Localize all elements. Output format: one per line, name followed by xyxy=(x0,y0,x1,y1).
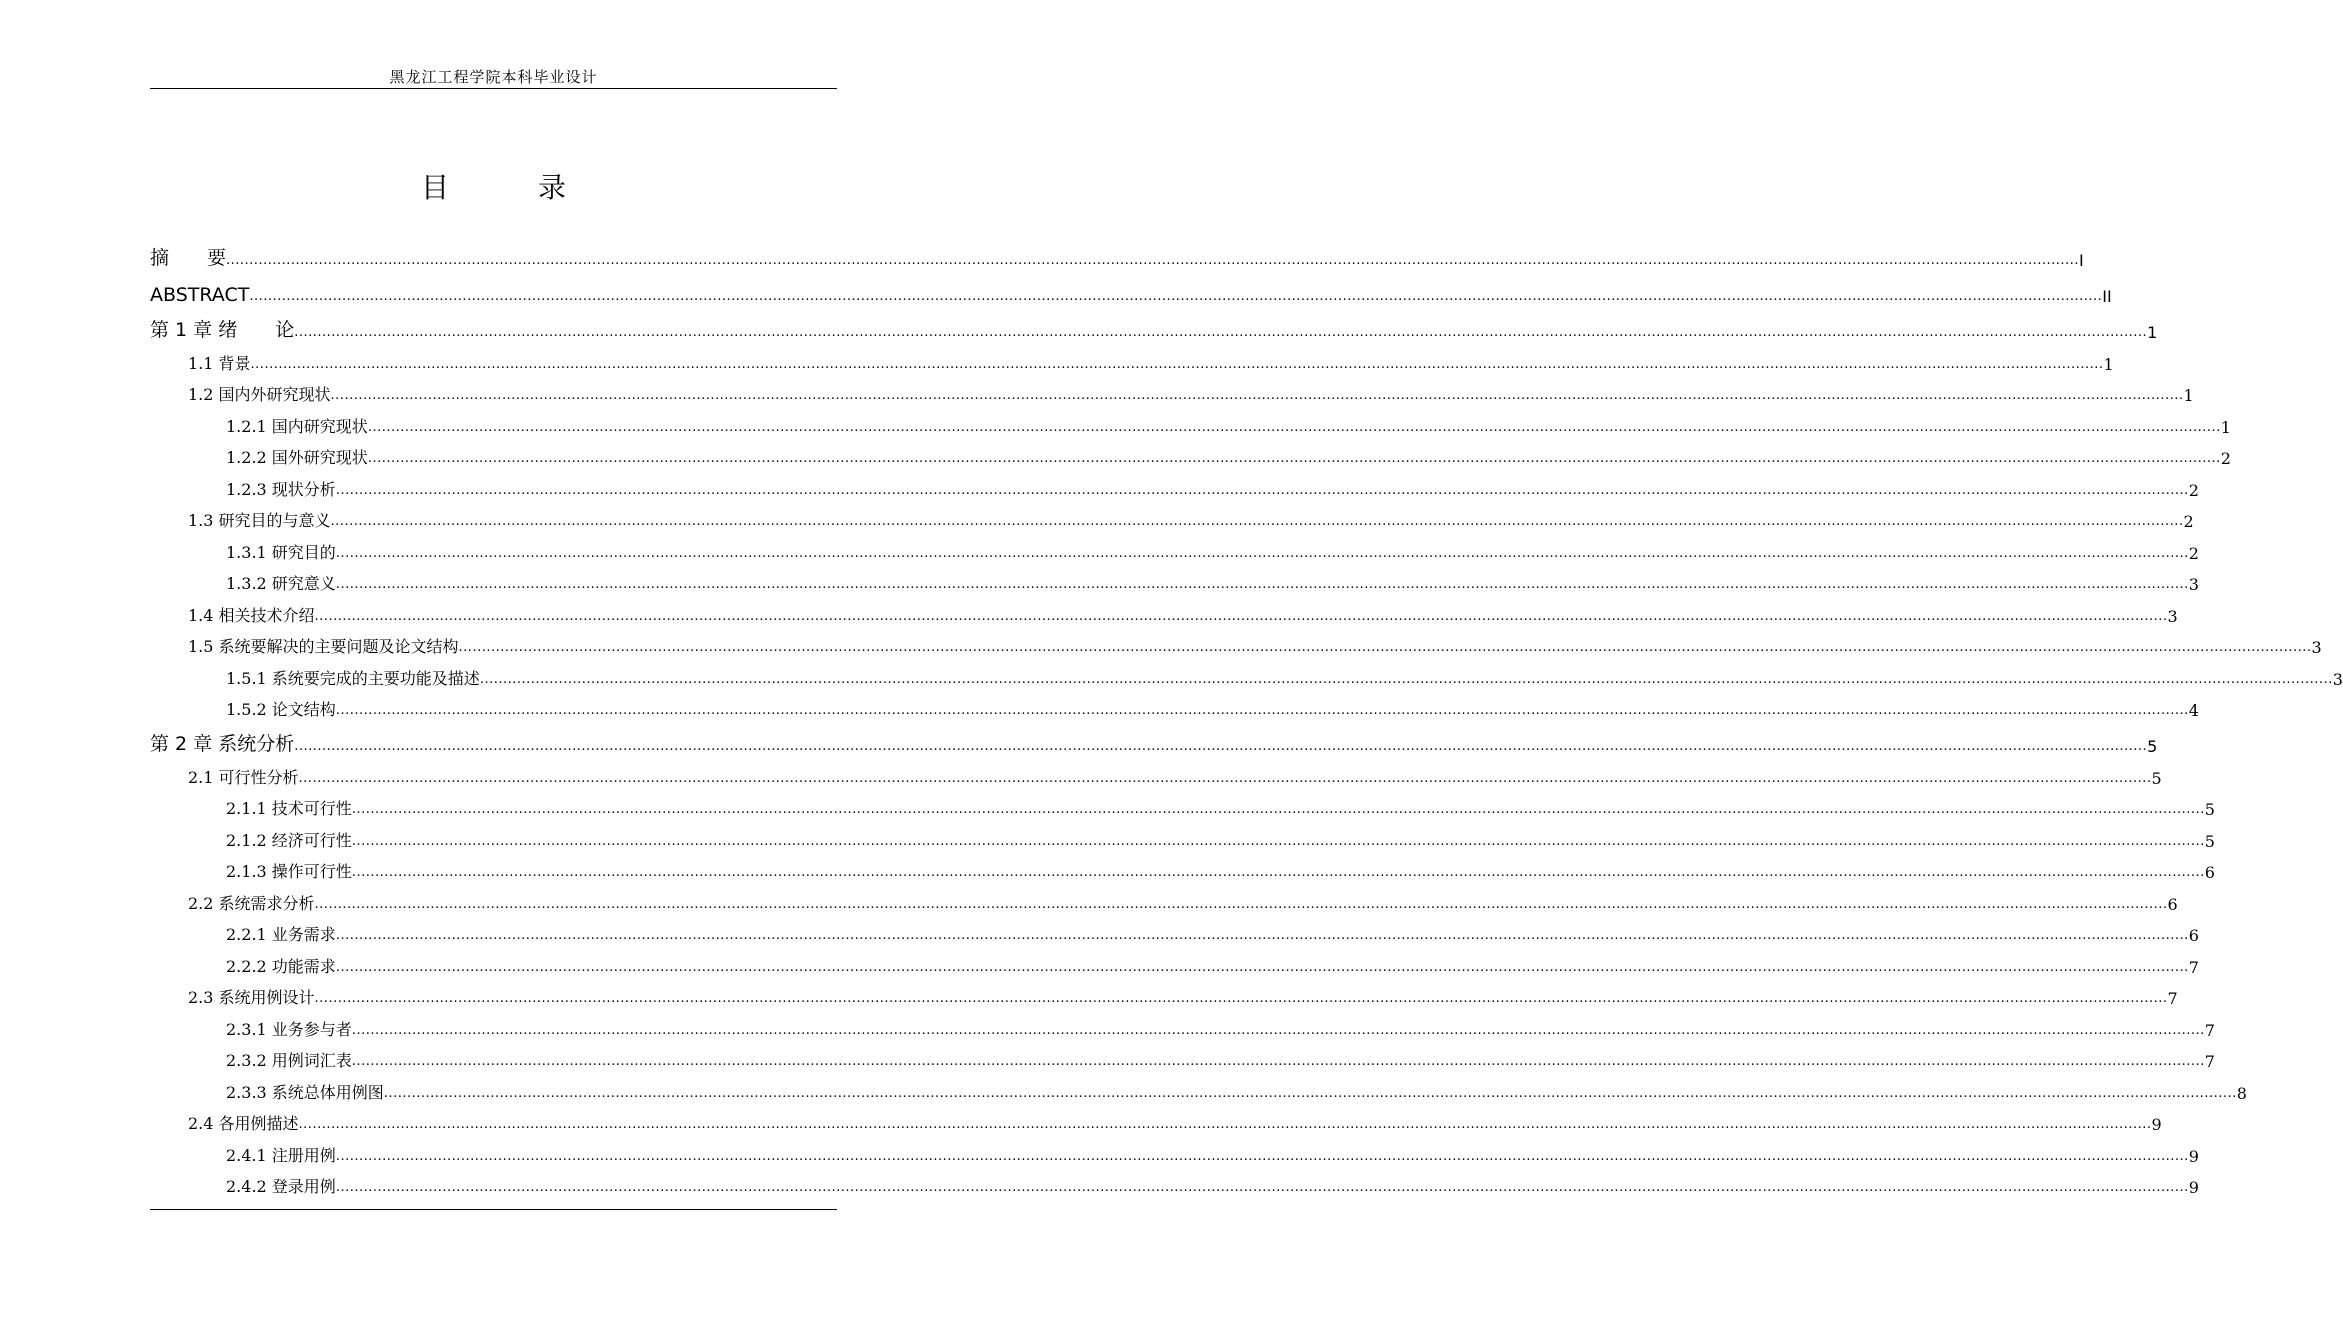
toc-entry-page: 6 xyxy=(2188,926,2199,945)
toc-entry-page: 7 xyxy=(2167,989,2178,1008)
toc-leader-dots: ................................................................................................................................................................................................................................................................................................................................................................................................................ xyxy=(314,896,2168,912)
toc-entry[interactable] xyxy=(150,405,2231,437)
toc-entry[interactable] xyxy=(150,594,2178,626)
toc-entry[interactable] xyxy=(150,437,2231,469)
toc-entry-page: 2 xyxy=(2183,512,2194,531)
page-header: 黑龙江工程学院本科毕业设计 xyxy=(389,68,598,86)
toc-entry[interactable] xyxy=(150,1008,2215,1040)
toc-entry-page: 1 xyxy=(2147,323,2158,342)
toc-entry-label: 1.2 国内外研究现状 xyxy=(188,385,331,404)
toc-leader-dots: ................................................................................................................................................................................................................................................................................................................................................................................................................ xyxy=(351,833,2205,849)
toc-leader-dots: ................................................................................................................................................................................................................................................................................................................................................................................................................ xyxy=(226,253,2079,268)
toc-leader-dots: ................................................................................................................................................................................................................................................................................................................................................................................................................ xyxy=(367,419,2221,435)
toc-entry-page: 8 xyxy=(2236,1083,2247,1103)
toc-entry[interactable] xyxy=(150,468,2199,500)
toc-entry[interactable] xyxy=(150,945,2199,977)
toc-leader-dots: ................................................................................................................................................................................................................................................................................................................................................................................................................ xyxy=(298,1117,2152,1132)
toc-entry[interactable] xyxy=(150,270,2112,306)
toc-entry[interactable] xyxy=(150,1134,2199,1166)
toc-entry-page: 9 xyxy=(2188,1146,2199,1166)
toc-leader-dots: ................................................................................................................................................................................................................................................................................................................................................................................................................ xyxy=(335,1148,2189,1164)
toc-entry-label: 1.5 系统要解决的主要问题及论文结构 xyxy=(188,637,459,656)
toc-entry[interactable] xyxy=(150,342,2114,374)
toc-leader-dots: ................................................................................................................................................................................................................................................................................................................................................................................................................ xyxy=(335,577,2189,592)
page-title: 目 录 xyxy=(421,171,606,204)
toc-entry-page: 3 xyxy=(2332,669,2343,689)
toc-leader-dots: ................................................................................................................................................................................................................................................................................................................................................................................................................ xyxy=(330,388,2184,403)
toc-entry-page: 5 xyxy=(2151,768,2162,788)
toc-entry[interactable] xyxy=(150,851,2215,883)
toc-entry[interactable] xyxy=(150,977,2178,1009)
toc-entry-label: 1.3 研究目的与意义 xyxy=(188,511,331,530)
toc-entry-label: 2.2.2 功能需求 xyxy=(226,956,336,976)
toc-entry-label: ABSTRACT xyxy=(150,284,250,306)
toc-entry[interactable] xyxy=(150,1166,2199,1198)
toc-entry-page: 1 xyxy=(2183,386,2194,405)
toc-entry[interactable] xyxy=(150,914,2199,946)
toc-leader-dots: ................................................................................................................................................................................................................................................................................................................................................................................................................ xyxy=(250,356,2104,372)
toc-entry[interactable] xyxy=(150,788,2215,820)
toc-entry-page: 3 xyxy=(2311,638,2322,657)
toc-entry[interactable] xyxy=(150,306,2158,342)
toc-entry-page: 5 xyxy=(2204,831,2215,851)
toc-entry-page: 5 xyxy=(2147,737,2158,756)
toc-leader-dots: ................................................................................................................................................................................................................................................................................................................................................................................................................ xyxy=(314,991,2168,1006)
toc-entry-label: 2.2 系统需求分析 xyxy=(188,893,315,913)
toc-entry-label: 摘 要 xyxy=(150,247,227,269)
toc-entry-label: 2.3.2 用例词汇表 xyxy=(226,1051,352,1070)
toc-leader-dots: ................................................................................................................................................................................................................................................................................................................................................................................................................ xyxy=(249,289,2103,304)
toc-entry-label: 2.1.3 操作可行性 xyxy=(226,862,352,881)
toc-entry-page: 4 xyxy=(2188,701,2199,720)
toc-leader-dots: ................................................................................................................................................................................................................................................................................................................................................................................................................ xyxy=(367,451,2221,466)
toc-entry-label: 2.4.1 注册用例 xyxy=(226,1145,336,1165)
toc-entry[interactable] xyxy=(150,1103,2162,1135)
toc-entry-page: II xyxy=(2102,287,2112,306)
toc-entry[interactable] xyxy=(150,500,2194,532)
toc-entry-label: 2.1 可行性分析 xyxy=(188,767,299,787)
toc-entry[interactable] xyxy=(150,626,2322,658)
toc-entry-page: 9 xyxy=(2188,1178,2199,1197)
toc-entry-page: 2 xyxy=(2188,480,2199,500)
toc-entry-label: 第 1 章 绪 论 xyxy=(150,319,295,341)
toc-leader-dots: ................................................................................................................................................................................................................................................................................................................................................................................................................ xyxy=(335,928,2189,943)
toc-entry-label: 2.1.1 技术可行性 xyxy=(226,799,352,818)
toc-leader-dots: ................................................................................................................................................................................................................................................................................................................................................................................................................ xyxy=(458,640,2312,655)
toc-entry[interactable] xyxy=(150,819,2215,851)
toc-entry[interactable] xyxy=(150,1071,2247,1103)
table-of-contents xyxy=(150,234,2343,1197)
toc-leader-dots: ................................................................................................................................................................................................................................................................................................................................................................................................................ xyxy=(314,608,2168,624)
toc-entry[interactable] xyxy=(150,234,2084,270)
toc-entry[interactable] xyxy=(150,531,2199,563)
toc-leader-dots: ................................................................................................................................................................................................................................................................................................................................................................................................................ xyxy=(335,703,2189,718)
toc-entry[interactable] xyxy=(150,1040,2215,1072)
toc-entry-page: 7 xyxy=(2204,1020,2215,1040)
toc-entry-label: 2.3 系统用例设计 xyxy=(188,988,315,1007)
toc-entry-label: 2.4.2 登录用例 xyxy=(226,1177,336,1196)
toc-leader-dots: ................................................................................................................................................................................................................................................................................................................................................................................................................ xyxy=(351,1022,2205,1038)
toc-leader-dots: ................................................................................................................................................................................................................................................................................................................................................................................................................ xyxy=(383,1085,2237,1101)
toc-entry-page: 6 xyxy=(2167,894,2178,914)
toc-entry-label: 1.2.2 国外研究现状 xyxy=(226,448,368,467)
toc-entry[interactable] xyxy=(150,756,2162,788)
toc-leader-dots: ................................................................................................................................................................................................................................................................................................................................................................................................................ xyxy=(298,770,2152,786)
toc-entry-page: 1 xyxy=(2103,354,2114,374)
toc-entry-label: 1.3.2 研究意义 xyxy=(226,574,336,593)
toc-entry-page: 2 xyxy=(2188,543,2199,563)
header-rule xyxy=(150,88,837,89)
toc-entry-label: 1.1 背景 xyxy=(188,353,251,373)
toc-entry-label: 1.5.1 系统要完成的主要功能及描述 xyxy=(226,668,480,688)
toc-entry-label: 1.3.1 研究目的 xyxy=(226,542,336,562)
toc-leader-dots: ................................................................................................................................................................................................................................................................................................................................................................................................................ xyxy=(330,514,2184,529)
toc-entry[interactable] xyxy=(150,720,2158,756)
toc-entry-page: 7 xyxy=(2188,957,2199,977)
toc-entry-page: 1 xyxy=(2220,417,2231,437)
toc-entry-page: 6 xyxy=(2204,863,2215,882)
toc-leader-dots: ................................................................................................................................................................................................................................................................................................................................................................................................................ xyxy=(294,325,2148,340)
toc-leader-dots: ................................................................................................................................................................................................................................................................................................................................................................................................................ xyxy=(335,1180,2189,1195)
toc-entry-label: 1.2.1 国内研究现状 xyxy=(226,416,368,436)
toc-entry-page: 2 xyxy=(2220,449,2231,468)
toc-entry-label: 第 2 章 系统分析 xyxy=(150,733,295,755)
toc-entry-label: 1.4 相关技术介绍 xyxy=(188,605,315,625)
footer-rule xyxy=(150,1209,837,1210)
toc-entry-label: 1.2.3 现状分析 xyxy=(226,479,336,499)
toc-leader-dots: ................................................................................................................................................................................................................................................................................................................................................................................................................ xyxy=(351,865,2205,880)
toc-leader-dots: ................................................................................................................................................................................................................................................................................................................................................................................................................ xyxy=(335,482,2189,498)
toc-entry[interactable] xyxy=(150,563,2199,595)
toc-leader-dots: ................................................................................................................................................................................................................................................................................................................................................................................................................ xyxy=(351,1054,2205,1069)
toc-entry-label: 2.2.1 业务需求 xyxy=(226,925,336,944)
toc-entry-page: 7 xyxy=(2204,1052,2215,1071)
toc-entry-page: I xyxy=(2078,251,2084,270)
toc-leader-dots: ................................................................................................................................................................................................................................................................................................................................................................................................................ xyxy=(351,802,2205,817)
toc-entry-label: 2.4 各用例描述 xyxy=(188,1114,299,1133)
toc-leader-dots: ................................................................................................................................................................................................................................................................................................................................................................................................................ xyxy=(294,739,2148,754)
toc-entry-page: 9 xyxy=(2151,1115,2162,1134)
toc-entry-label: 2.3.3 系统总体用例图 xyxy=(226,1082,384,1102)
toc-entry[interactable] xyxy=(150,374,2194,406)
toc-leader-dots: ................................................................................................................................................................................................................................................................................................................................................................................................................ xyxy=(479,671,2333,687)
toc-entry-page: 3 xyxy=(2167,606,2178,626)
toc-entry-label: 2.1.2 经济可行性 xyxy=(226,830,352,850)
toc-entry-label: 1.5.2 论文结构 xyxy=(226,700,336,719)
toc-entry[interactable] xyxy=(150,689,2199,721)
toc-entry-label: 2.3.1 业务参与者 xyxy=(226,1019,352,1039)
toc-entry-page: 5 xyxy=(2204,800,2215,819)
toc-entry[interactable] xyxy=(150,657,2343,689)
toc-entry[interactable] xyxy=(150,882,2178,914)
toc-leader-dots: ................................................................................................................................................................................................................................................................................................................................................................................................................ xyxy=(335,545,2189,561)
toc-entry-page: 3 xyxy=(2188,575,2199,594)
toc-leader-dots: ................................................................................................................................................................................................................................................................................................................................................................................................................ xyxy=(335,959,2189,975)
